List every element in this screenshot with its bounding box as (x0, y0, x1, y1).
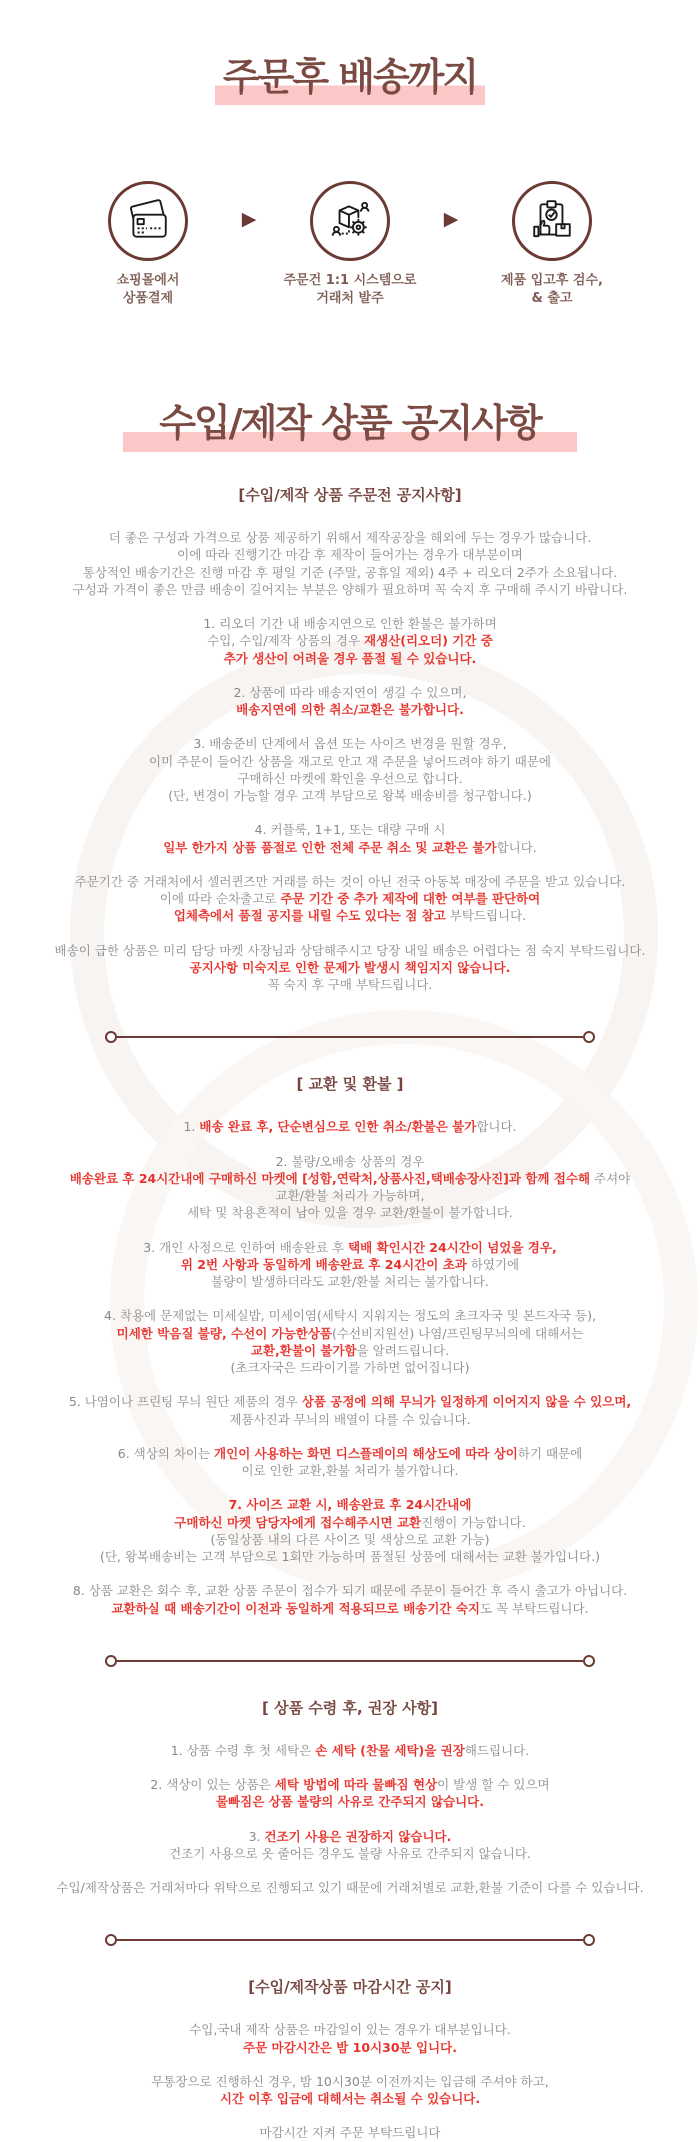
section-body (0, 529, 700, 993)
step-order-system (266, 181, 434, 308)
order-process-steps (0, 181, 700, 308)
hero-title (0, 0, 700, 105)
step-circle (310, 181, 390, 261)
notice-paragraph: 2. 상품에 따라 배송지연이 생길 수 있으며, 배송지연에 의한 취소/교환은 불가합니다. (233, 684, 467, 718)
notice-paragraph: 7. 사이즈 교환 시, 배송완료 후 24시간내에 구매하신 마켓 담당자에게 접수해주시면 교환진행이 가능합니다. (동일상품 내의 다른 사이즈 및 색상으로 교환 가능) (단, 왕복배송비는 고객 부담으로 1회만 가능하며 품절된 상품에 대해서는 교환 불가입니다.) (99, 1497, 601, 1565)
step-label: 주문건 1:1 시스템으로 거래처 발주 (283, 272, 417, 307)
divider-dot (583, 1934, 595, 1946)
step-circle (512, 181, 592, 261)
section-deadline (0, 1976, 700, 2141)
notice-paragraph: 1. 상품 수령 후 첫 세탁은 손 세탁 (찬물 세탁)을 권장해드립니다. (170, 1742, 530, 1758)
section-exchange-refund (0, 1073, 700, 1617)
step-payment (64, 181, 232, 308)
section-body (0, 1118, 700, 1617)
notice-banner-title (0, 401, 700, 452)
step-circle (108, 181, 188, 261)
divider-dot (105, 1655, 117, 1667)
step-label: 제품 입고후 검수, & 출고 (501, 272, 603, 307)
divider-dot (105, 1934, 117, 1946)
notice-paragraph: 배송이 급한 상품은 미리 담당 마켓 사장님과 상담해주시고 당장 내일 배송은 어렵다는 점 숙지 부탁드립니다. 공지사항 미숙지로 인한 문제가 발생시 책임지지 않습니다. 꼭 숙지 후 구매 부탁드립니다. (54, 942, 646, 993)
notice-paragraph: 2. 불량/오배송 상품의 경우 배송완료 후 24시간내에 구매하신 마켓에 [성함,연락처,상품사진,택배송장사진]과 함께 접수해 주셔야 교환/환불 처리가 가능하며, 세탁 및 착용흔적이 남아 있을 경우 교환/환불이 불가합니다. (69, 1153, 631, 1221)
arrow-right-icon: ▶ (241, 207, 257, 230)
notice-paragraph: 3. 건조기 사용은 권장하지 않습니다. 건조기 사용으로 옷 줄어든 경우도 불량 사유로 간주되지 않습니다. (169, 1828, 531, 1861)
section-pre-order-notice (0, 484, 700, 993)
divider-dot (583, 1031, 595, 1043)
notice-paragraph: 1. 배송 완료 후, 단순변심으로 인한 취소/환불은 불가합니다. (183, 1119, 517, 1135)
package-inspection-icon (529, 198, 575, 244)
divider-line (117, 1660, 583, 1662)
notice-paragraph: 3. 배송준비 단계에서 옵션 또는 사이즈 변경을 원할 경우, 이미 주문이 들어간 상품을 재고로 안고 재 주문을 넣어드려야 하기 때문에 구매하신 마켓에 확인을 우선으로 합니다. (단, 변경이 가능할 경우 고객 부담으로 왕복 배송비를 청구합니다.) (149, 736, 551, 804)
notice-paragraph: 4. 커플룩, 1+1, 또는 대량 구매 시 일부 한가지 상품 품절로 인한 전체 주문 취소 및 교환은 불가합니다. (163, 822, 537, 855)
divider-dot (583, 1655, 595, 1667)
section-body (0, 2021, 700, 2141)
section-header: [ 교환 및 환불 ] (296, 1075, 404, 1094)
divider (105, 1031, 595, 1043)
divider (105, 1934, 595, 1946)
notice-paragraph: 2. 색상이 있는 상품은 세탁 방법에 따라 물빠짐 현상이 발생 할 수 있으며 물빠짐은 상품 불량의 사유로 간주되지 않습니다. (150, 1777, 550, 1810)
notice-paragraph: 수입,국내 제작 상품은 마감일이 있는 경우가 대부분입니다. 주문 마감시간은 밤 10시30분 입니다. (189, 2022, 511, 2055)
credit-card-icon (125, 198, 171, 244)
notice-paragraph: 더 좋은 구성과 가격으로 상품 제공하기 위해서 제작공장을 해외에 두는 경우가 많습니다. 이에 따라 진행기간 마감 후 제작이 들어가는 경우가 대부분이며 통상적인 배송기간은 진행 마감 후 평일 기준 (주말, 공휴일 제외) 4주 + 리오더 2주가 소요됩니다. 구성과 가격이 좋은 만큼 배송이 길어지는 부분은 양해가 필요하며 꼭 숙지 후 구매해 주시기 바랍니다. (72, 530, 628, 597)
notice-paragraph: 8. 상품 교환은 회수 후, 교환 상품 주문이 접수가 되기 때문에 주문이 들어간 후 즉시 출고가 아닙니다. 교환하실 때 배송기간이 이전과 동일하게 적용되므로 배송기간 숙지도 꼭 부탁드립니다. (72, 1583, 628, 1616)
notice-paragraph: 수입/제작상품은 거래처마다 위탁으로 진행되고 있기 때문에 거래처별로 교환,환불 기준이 다를 수 있습니다. (56, 1880, 644, 1896)
notice-paragraph: 마감시간 지켜 주문 부탁드립니다 (259, 2125, 441, 2141)
order-system-icon (327, 198, 373, 244)
notice-banner-text: 수입/제작 상품 공지사항 (123, 404, 576, 452)
notice-paragraph: 4. 착용에 문제없는 미세실밥, 미세이염(세탁시 지워지는 정도의 초크자국 및 본드자국 등), 미세한 박음질 불량, 수선이 가능한상품(수선비지원선) 나염/프린팅무늬의에 대해서는 교환,환불이 불가함을 알려드립니다. (초크자국은 드라이기를 가하면 없어집니다) (104, 1308, 596, 1376)
divider-line (117, 1939, 583, 1941)
notice-paragraph: 주문기간 중 거래처에서 셀러퀸즈만 거래를 하는 것이 아닌 전국 아동복 매장에 주문을 받고 있습니다. 이에 따라 순차출고로 주문 기간 중 추가 제작에 대한 여부를 판단하여 업체측에서 품절 공지를 내릴 수도 있다는 점 참고 부탁드립니다. (74, 873, 626, 924)
section-after-receipt (0, 1697, 700, 1897)
divider-line (117, 1036, 583, 1038)
notice-paragraph: 무통장으로 진행하신 경우, 밤 10시30분 이전까지는 입금해 주셔야 하고, 시간 이후 입금에 대해서는 취소될 수 있습니다. (151, 2073, 549, 2107)
arrow-right-icon: ▶ (443, 207, 459, 230)
notice-paragraph: 3. 개인 사정으로 인하여 배송완료 후 택배 확인시간 24시간이 넘었을 경우, 위 2번 사항과 동일하게 배송완료 후 24시간이 초과 하였기에 불량이 발생하더라도 교환/환불 처리는 불가합니다. (143, 1239, 557, 1290)
divider-dot (105, 1031, 117, 1043)
hero-title-text: 주문후 배송까지 (215, 58, 485, 105)
section-header: [수입/제작상품 마감시간 공지] (248, 1978, 452, 1997)
section-header: [ 상품 수령 후, 권장 사항] (262, 1698, 438, 1717)
step-inspection (468, 181, 636, 308)
notice-paragraph: 5. 나염이나 프린팅 무늬 원단 제품의 경우 상품 공정에 의해 무늬가 일정하게 이어지지 않을 수 있으며, 제품사진과 무늬의 배열이 다를 수 있습니다. (68, 1394, 632, 1427)
step-label: 쇼핑몰에서 상품결제 (116, 272, 180, 307)
divider (105, 1655, 595, 1667)
section-body (0, 1742, 700, 1897)
notice-paragraph: 1. 리오더 기간 내 배송지연으로 인한 환불은 불가하며 수입, 수입/제작 상품의 경우 재생산(리오더) 기간 중 추가 생산이 어려울 경우 품절 될 수 있습니다. (203, 616, 497, 666)
section-header: [수입/제작 상품 주문전 공지사항] (238, 486, 462, 505)
notice-paragraph: 6. 색상의 차이는 개인이 사용하는 화면 디스플레이의 해상도에 따라 상이하기 때문에 이로 인한 교환,환불 처리가 불가합니다. (117, 1445, 583, 1479)
